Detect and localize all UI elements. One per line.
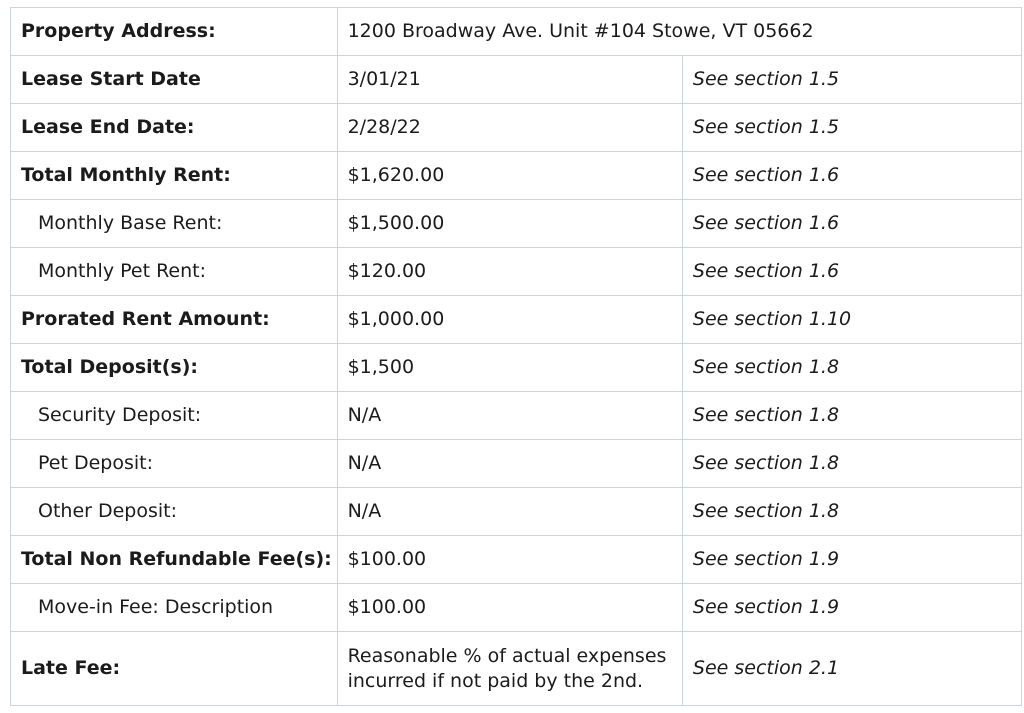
row-section-ref: See section 1.8 <box>682 392 1021 440</box>
table-row-property-address <box>11 8 1022 56</box>
table-row <box>11 296 1022 344</box>
row-section-ref: See section 1.5 <box>682 104 1021 152</box>
table-row <box>11 200 1022 248</box>
row-label: Property Address: <box>11 8 338 56</box>
row-section-ref: See section 1.9 <box>682 536 1021 584</box>
table-row <box>11 152 1022 200</box>
table-row <box>11 56 1022 104</box>
table-row <box>11 248 1022 296</box>
row-label: Move-in Fee: Description <box>11 584 338 632</box>
table-row <box>11 392 1022 440</box>
row-value: $120.00 <box>337 248 682 296</box>
row-label: Total Non Refundable Fee(s): <box>11 536 338 584</box>
row-value: $100.00 <box>337 536 682 584</box>
row-section-ref: See section 2.1 <box>682 632 1021 706</box>
row-label: Lease End Date: <box>11 104 338 152</box>
row-label: Total Deposit(s): <box>11 344 338 392</box>
row-value: N/A <box>337 392 682 440</box>
row-label: Lease Start Date <box>11 56 338 104</box>
row-value: N/A <box>337 440 682 488</box>
row-value: $100.00 <box>337 584 682 632</box>
table-row-late-fee <box>11 632 1022 706</box>
row-section-ref: See section 1.10 <box>682 296 1021 344</box>
row-value: Reasonable % of actual expenses incurred if not paid by the 2nd. <box>337 632 682 706</box>
row-value: $1,500.00 <box>337 200 682 248</box>
row-value: 3/01/21 <box>337 56 682 104</box>
row-section-ref: See section 1.8 <box>682 488 1021 536</box>
row-label: Monthly Base Rent: <box>11 200 338 248</box>
row-label: Prorated Rent Amount: <box>11 296 338 344</box>
row-section-ref: See section 1.8 <box>682 440 1021 488</box>
table-row <box>11 440 1022 488</box>
lease-summary-body <box>11 8 1022 706</box>
row-label: Security Deposit: <box>11 392 338 440</box>
row-label: Late Fee: <box>11 632 338 706</box>
row-section-ref: See section 1.5 <box>682 56 1021 104</box>
row-label: Monthly Pet Rent: <box>11 248 338 296</box>
row-label: Pet Deposit: <box>11 440 338 488</box>
table-row <box>11 584 1022 632</box>
row-value: $1,620.00 <box>337 152 682 200</box>
table-row <box>11 104 1022 152</box>
row-value: N/A <box>337 488 682 536</box>
row-section-ref: See section 1.9 <box>682 584 1021 632</box>
lease-summary-table <box>10 7 1022 706</box>
row-label: Total Monthly Rent: <box>11 152 338 200</box>
row-value: 2/28/22 <box>337 104 682 152</box>
row-value: $1,000.00 <box>337 296 682 344</box>
row-value: $1,500 <box>337 344 682 392</box>
row-value: 1200 Broadway Ave. Unit #104 Stowe, VT 05662 <box>337 8 1021 56</box>
row-section-ref: See section 1.8 <box>682 344 1021 392</box>
row-label: Other Deposit: <box>11 488 338 536</box>
table-row <box>11 536 1022 584</box>
row-section-ref: See section 1.6 <box>682 200 1021 248</box>
table-row <box>11 344 1022 392</box>
row-section-ref: See section 1.6 <box>682 152 1021 200</box>
table-row <box>11 488 1022 536</box>
row-section-ref: See section 1.6 <box>682 248 1021 296</box>
